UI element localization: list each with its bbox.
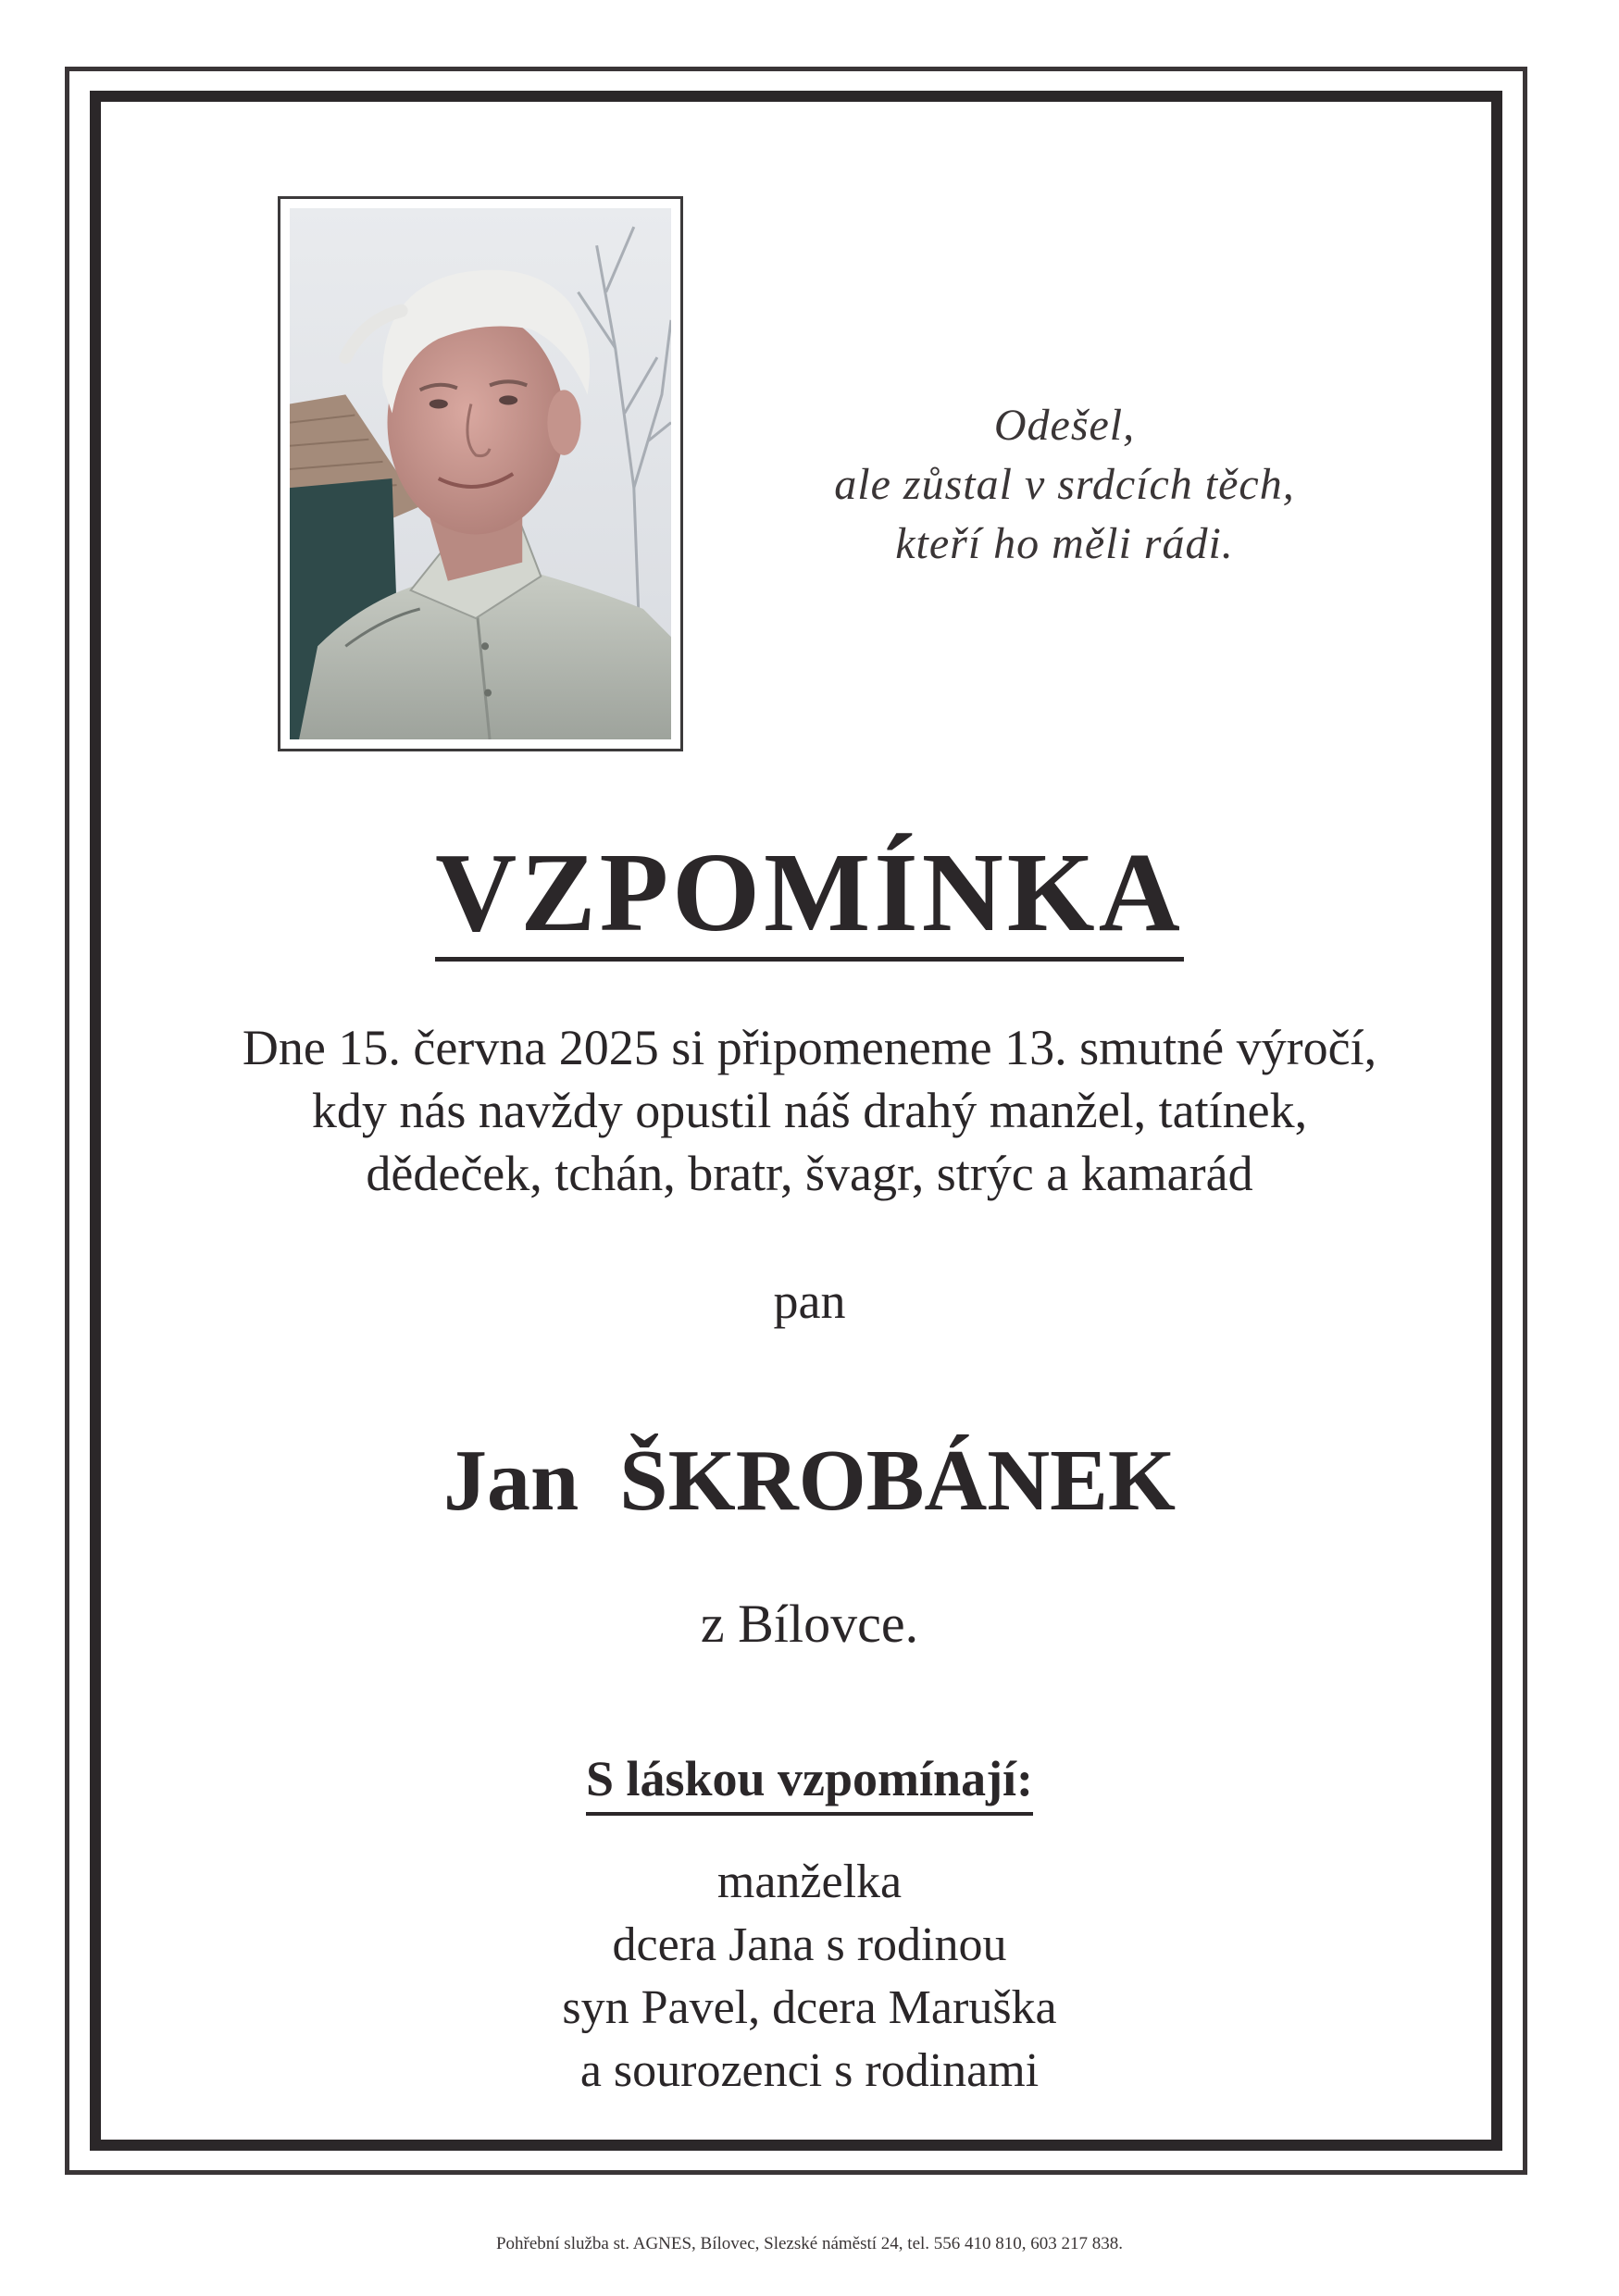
deceased-name (139, 1430, 1480, 1532)
mourners-heading: S láskou vzpomínají: (586, 1749, 1033, 1816)
announcement-line: kdy nás navždy opustil náš drahý manžel, tatínek, (311, 1083, 1308, 1138)
announcement-line: dědeček, tchán, bratr, švagr, strýc a kamarád (366, 1146, 1253, 1201)
memorial-poem (768, 396, 1361, 574)
poem-line: Odešel, (993, 401, 1136, 450)
deceased-last-name: ŠKROBÁNEK (619, 1433, 1176, 1529)
deceased-first-name: Jan (443, 1433, 579, 1529)
page-title: VZPOMÍNKA (435, 833, 1184, 962)
mourner-line: dcera Jana s rodinou (612, 1918, 1007, 1971)
poem-line: kteří ho měli rádi. (895, 519, 1234, 568)
portrait-image (290, 208, 671, 739)
mourners-list (139, 1851, 1480, 2103)
portrait-photo (278, 196, 683, 751)
funeral-service-footer: Pohřební služba st. AGNES, Bílovec, Slezské náměstí 24, tel. 556 410 810, 603 217 838. (495, 2234, 1124, 2253)
deceased-origin: z Bílovce. (700, 1594, 919, 1654)
mourner-line: a sourozenci s rodinami (579, 2044, 1040, 2097)
honorific: pan (773, 1273, 846, 1329)
mourner-line: syn Pavel, dcera Maruška (562, 1981, 1057, 2034)
poem-line: ale zůstal v srdcích těch, (834, 460, 1295, 509)
mourner-line: manželka (716, 1855, 903, 1908)
announcement-text (139, 1016, 1480, 1205)
announcement-line: Dne 15. června 2025 si připomeneme 13. smutné výročí, (242, 1020, 1377, 1075)
